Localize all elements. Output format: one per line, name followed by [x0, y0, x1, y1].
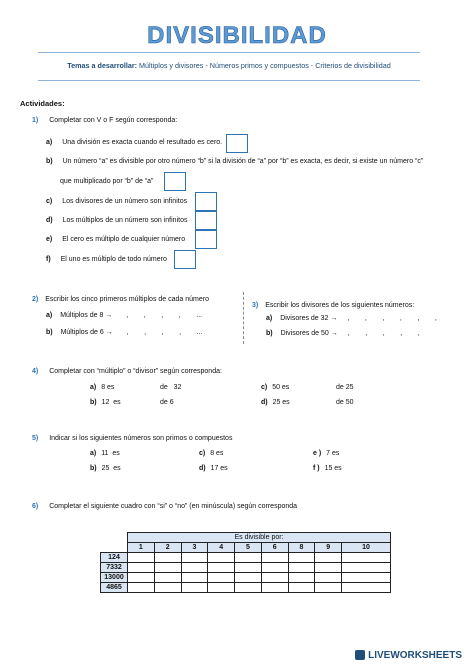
- liveworksheets-logo[interactable]: [355, 650, 462, 661]
- q4-item-b: [90, 399, 121, 406]
- q3-item-b-blanks[interactable]: , , , , ,: [347, 330, 420, 337]
- q2-item-b-blanks[interactable]: , , , , ...: [126, 329, 203, 336]
- q4-item-b-letter: b): [90, 399, 97, 406]
- q1-item-e-letter: e): [46, 236, 53, 243]
- q2-item-a-blanks[interactable]: , , , , ...: [126, 312, 203, 319]
- q3-item-a-text: Divisores de 32 →: [280, 315, 338, 322]
- q4-item-d: [261, 399, 290, 406]
- topics-text: Múltiplos y divisores - Números primos y compuestos - Criterios de divisibilidad: [137, 61, 391, 70]
- answer-cell[interactable]: [128, 573, 155, 583]
- q1-item-a-text: Una división es exacta cuando el resultado es cero.: [62, 139, 223, 146]
- topics-label: Temas a desarrollar:: [67, 61, 138, 70]
- q1-item-c: [46, 198, 187, 205]
- answer-cell[interactable]: [342, 583, 391, 593]
- answer-cell[interactable]: [288, 553, 315, 563]
- q2-item-a-text: Múltiplos de 8 →: [60, 312, 113, 319]
- q4-item-a: [90, 384, 114, 391]
- q1-item-c-text: Los divisores de un número son infinitos: [62, 198, 188, 205]
- q5-item-a-text: 11 es: [101, 450, 120, 457]
- q1-item-e: [46, 236, 185, 243]
- answer-cell[interactable]: [315, 563, 342, 573]
- q3-item-b-letter: b): [266, 330, 273, 337]
- col-header: 8: [288, 543, 315, 553]
- q5-item-d: [199, 465, 228, 472]
- q2-number: 2): [32, 296, 39, 303]
- q4-item-a-letter: a): [90, 384, 97, 391]
- q5-item-e: [313, 450, 339, 457]
- answer-cell[interactable]: [315, 553, 342, 563]
- q3-number: 3): [252, 302, 259, 309]
- col-header: 4: [208, 543, 235, 553]
- q3-item-b: [266, 330, 420, 337]
- q4-item-c-left: 50 es: [272, 384, 290, 391]
- q2-item-b: [46, 329, 203, 336]
- q4-item-a-left: 8 es: [101, 384, 115, 391]
- answer-cell[interactable]: [208, 563, 235, 573]
- q4-item-a-right: de 32: [160, 384, 182, 391]
- answer-cell[interactable]: [261, 563, 288, 573]
- answer-cell[interactable]: [181, 583, 208, 593]
- answer-cell[interactable]: [128, 583, 155, 593]
- answer-cell[interactable]: [261, 573, 288, 583]
- row-header: 124: [101, 553, 128, 563]
- answer-cell[interactable]: [154, 583, 181, 593]
- q1-answer-box-f[interactable]: [174, 250, 196, 269]
- q1-item-d-text: Los múltiplos de un número son infinitos: [62, 217, 188, 224]
- table-row: [101, 573, 391, 583]
- q1-answer-box-e[interactable]: [195, 230, 217, 249]
- q6-number: 6): [32, 503, 39, 510]
- q6-prompt-line: [32, 503, 297, 510]
- q3-item-b-text: Divisores de 50 →: [280, 330, 338, 337]
- q2-item-a-letter: a): [46, 312, 53, 319]
- q5-item-c: [199, 450, 223, 457]
- answer-cell[interactable]: [235, 573, 262, 583]
- q5-item-b-letter: b): [90, 465, 97, 472]
- row-header: 13000: [101, 573, 128, 583]
- q1-item-b: [46, 158, 423, 165]
- q2-prompt-line: [32, 296, 209, 303]
- q1-item-d-letter: d): [46, 217, 53, 224]
- q1-answer-box-b[interactable]: [164, 172, 186, 191]
- answer-cell[interactable]: [235, 553, 262, 563]
- answer-cell[interactable]: [181, 553, 208, 563]
- q1-item-f-text: El uno es múltiplo de todo número: [60, 256, 167, 263]
- answer-cell[interactable]: [235, 583, 262, 593]
- q2-item-b-letter: b): [46, 329, 53, 336]
- q5-item-b: [90, 465, 121, 472]
- q3-item-a-blanks[interactable]: , , , , , ,: [347, 315, 437, 322]
- answer-cell[interactable]: [342, 553, 391, 563]
- q4-number: 4): [32, 368, 39, 375]
- q1-item-c-letter: c): [46, 198, 53, 205]
- q1-item-a: [46, 139, 222, 146]
- q2-prompt: Escribir los cinco primeros múltiplos de cada número: [45, 296, 209, 303]
- column-divider: [243, 292, 244, 344]
- answer-cell[interactable]: [288, 583, 315, 593]
- logo-text: LIVEWORKSHEETS: [368, 649, 462, 661]
- table-corner: [101, 543, 128, 553]
- q5-prompt-line: [32, 435, 232, 442]
- q4-item-c-letter: c): [261, 384, 268, 391]
- table-header-row: [101, 533, 391, 543]
- table-header: Es divisible por:: [128, 533, 391, 543]
- q5-item-b-text: 25 es: [101, 465, 121, 472]
- answer-cell[interactable]: [154, 573, 181, 583]
- q1-item-b-cont: que multiplicado por “b” de “a”: [60, 178, 154, 185]
- q2-item-a: [46, 312, 202, 319]
- q5-item-f-text: 15 es: [324, 465, 342, 472]
- q1-item-f: [46, 256, 167, 263]
- answer-cell[interactable]: [315, 573, 342, 583]
- q4-item-d-right: de 50: [336, 399, 354, 406]
- q4-item-c: [261, 384, 289, 391]
- q3-item-a-letter: a): [266, 315, 273, 322]
- answer-cell[interactable]: [181, 573, 208, 583]
- q1-answer-box-d[interactable]: [195, 211, 217, 230]
- q3-item-a: [266, 315, 437, 322]
- activities-heading: Actividades:: [20, 99, 65, 108]
- q1-item-f-letter: f): [46, 256, 51, 263]
- q5-item-a-letter: a): [90, 450, 97, 457]
- answer-cell[interactable]: [288, 573, 315, 583]
- table-row: [101, 553, 391, 563]
- answer-cell[interactable]: [315, 583, 342, 593]
- divider-top: [38, 52, 420, 53]
- q1-item-b-text: Un número “a” es divisible por otro número “b” si la división de “a” por “b” es exacta, es decir, si existe un número “c”: [62, 158, 424, 165]
- answer-cell[interactable]: [208, 573, 235, 583]
- answer-cell[interactable]: [342, 573, 391, 583]
- q4-item-b-left: 12 es: [101, 399, 121, 406]
- answer-cell[interactable]: [128, 563, 155, 573]
- answer-cell[interactable]: [154, 553, 181, 563]
- col-header: 9: [315, 543, 342, 553]
- divider-bottom: [38, 80, 420, 81]
- q4-item-c-right: de 25: [336, 384, 354, 391]
- q2-item-b-text: Múltiplos de 6 →: [60, 329, 113, 336]
- q1-answer-box-a[interactable]: [226, 134, 248, 153]
- table-corner: [101, 533, 128, 543]
- q1-number: 1): [32, 117, 39, 124]
- q4-item-d-left: 25 es: [272, 399, 290, 406]
- q6-prompt: Completar el siguiente cuadro con “si” o “no” (en minúscula) según corresponda: [49, 503, 298, 510]
- row-header: 4865: [101, 583, 128, 593]
- q5-item-d-letter: d): [199, 465, 206, 472]
- table-row: [101, 563, 391, 573]
- logo-icon: [355, 650, 365, 660]
- col-header: 2: [154, 543, 181, 553]
- table-divisor-row: [101, 543, 391, 553]
- q5-item-d-text: 17 es: [210, 465, 228, 472]
- col-header: 10: [342, 543, 391, 553]
- q1-prompt-line: [32, 117, 177, 124]
- q1-item-d: [46, 217, 187, 224]
- q3-prompt-line: [252, 302, 414, 309]
- q3-prompt: Escribir los divisores de los siguientes números:: [265, 302, 415, 309]
- q1-prompt: Completar con V o F según corresponda:: [49, 117, 178, 124]
- answer-cell[interactable]: [181, 563, 208, 573]
- topics-line: [38, 61, 420, 70]
- q5-item-f-letter: f ): [313, 465, 320, 472]
- q5-item-f: [313, 465, 342, 472]
- col-header: 6: [261, 543, 288, 553]
- q5-item-c-text: 8 es: [210, 450, 224, 457]
- q4-prompt: Completar con “múltiplo” o “divisor” según corresponda:: [49, 368, 222, 375]
- q1-answer-box-c[interactable]: [195, 192, 217, 211]
- answer-cell[interactable]: [288, 563, 315, 573]
- col-header: 1: [128, 543, 155, 553]
- q1-item-b-letter: b): [46, 158, 53, 165]
- answer-cell[interactable]: [261, 553, 288, 563]
- answer-cell[interactable]: [154, 563, 181, 573]
- q4-prompt-line: [32, 368, 222, 375]
- q5-number: 5): [32, 435, 39, 442]
- q5-item-c-letter: c): [199, 450, 206, 457]
- q5-item-a: [90, 450, 120, 457]
- answer-cell[interactable]: [208, 583, 235, 593]
- q5-item-e-text: 7 es: [326, 450, 340, 457]
- q5-item-e-letter: e ): [313, 450, 322, 457]
- q4-item-d-letter: d): [261, 399, 268, 406]
- row-header: 7332: [101, 563, 128, 573]
- answer-cell[interactable]: [342, 563, 391, 573]
- col-header: 3: [181, 543, 208, 553]
- answer-cell[interactable]: [128, 553, 155, 563]
- answer-cell[interactable]: [208, 553, 235, 563]
- table-row: [101, 583, 391, 593]
- q4-item-b-right: de 6: [160, 399, 174, 406]
- answer-cell[interactable]: [261, 583, 288, 593]
- q1-item-a-letter: a): [46, 139, 53, 146]
- q5-prompt: Indicar si los siguientes números son primos o compuestos: [49, 435, 233, 442]
- divisibility-table: [100, 532, 391, 593]
- col-header: 5: [235, 543, 262, 553]
- answer-cell[interactable]: [235, 563, 262, 573]
- q1-item-e-text: El cero es múltiplo de cualquier número: [62, 236, 186, 243]
- page-title: DIVISIBILIDAD: [147, 22, 327, 49]
